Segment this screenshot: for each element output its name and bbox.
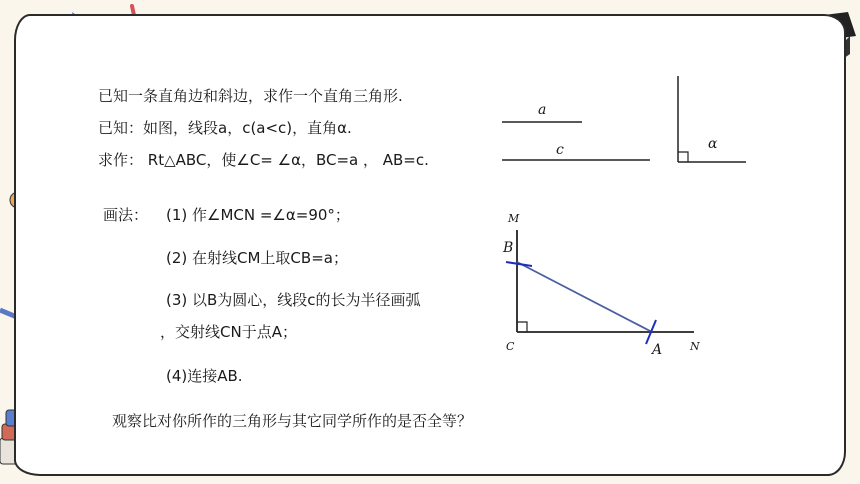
hypotenuse-AB	[517, 262, 652, 332]
label-A: A	[652, 342, 663, 358]
step-3b: ，交射线CN于点A；	[160, 323, 297, 341]
label-B: B	[503, 240, 514, 256]
step-2: (2) 在射线CM上取CB=a；	[166, 249, 348, 267]
label-a: a	[538, 102, 547, 118]
step-3a: (3) 以B为圆心，线段c的长为半径画弧	[166, 291, 421, 309]
problem-statement: 已知一条直角边和斜边，求作一个直角三角形.	[98, 87, 403, 105]
label-M: M	[508, 212, 520, 225]
step-1: (1) 作∠MCN =∠α=90°；	[166, 206, 350, 224]
label-c: c	[556, 142, 564, 158]
method-label: 画法：	[103, 206, 149, 224]
construction-triangle	[506, 230, 694, 344]
question-line: 观察比对你所作的三角形与其它同学所作的是否全等？	[112, 412, 473, 430]
label-alpha: α	[708, 136, 718, 152]
label-N: N	[690, 340, 700, 353]
book-spine-label: Photoshop	[22, 418, 71, 428]
construct-line: 求作： Rt△ABC，使∠C= ∠α，BC=a ， AB=c.	[98, 151, 429, 169]
given-line: 已知：如图，线段a，c(a<c)，直角α.	[98, 119, 352, 137]
step-4: (4)连接AB.	[166, 367, 243, 385]
label-C: C	[506, 340, 515, 353]
